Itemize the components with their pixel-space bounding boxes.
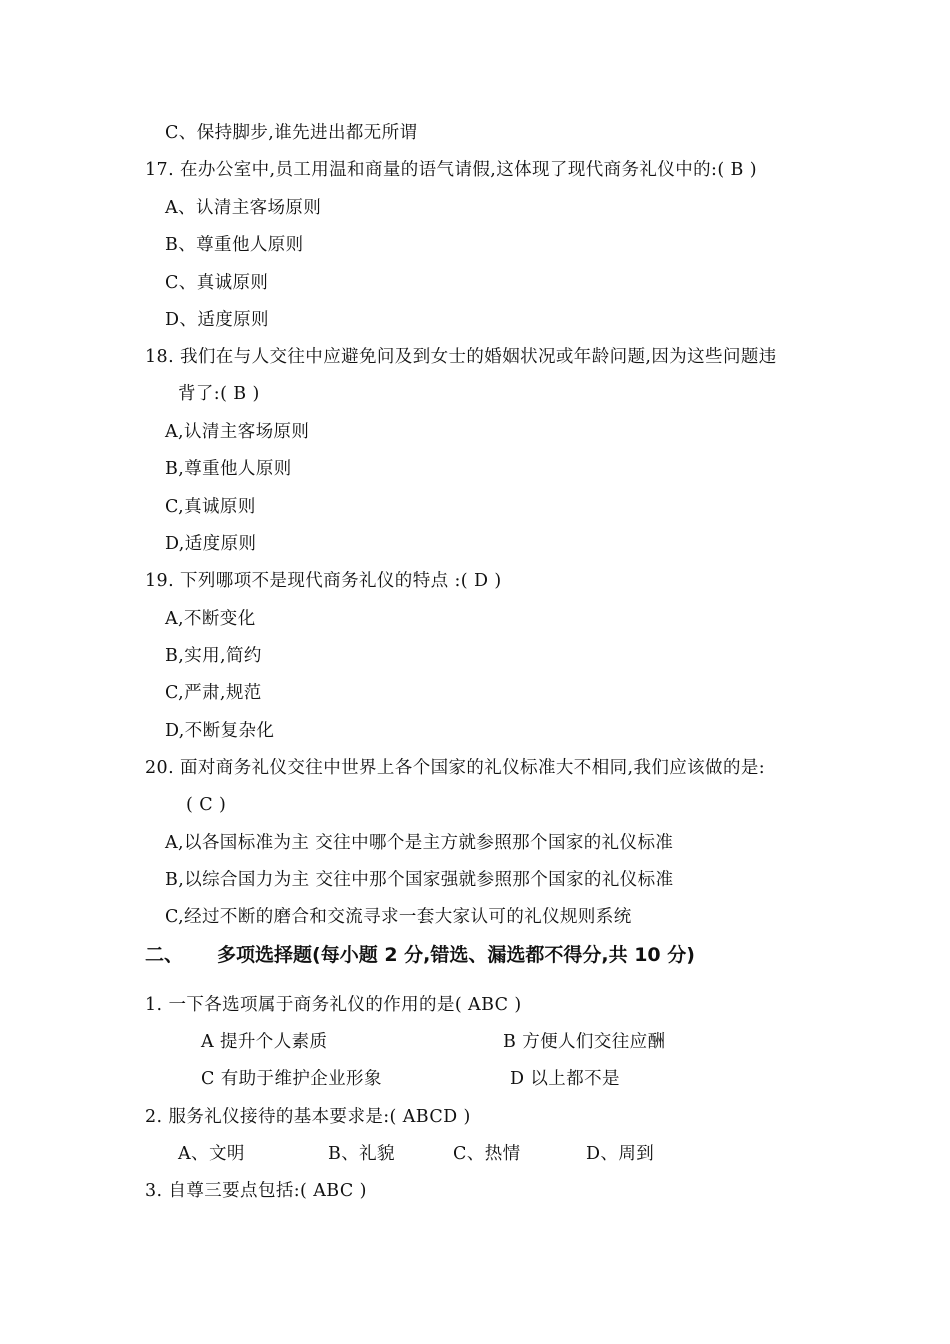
q20-option-a: A,以各国标准为主 交往中哪个是主方就参照那个国家的礼仪标准: [165, 833, 674, 853]
q20-option-b: B,以综合国力为主 交往中那个国家强就参照那个国家的礼仪标准: [165, 870, 674, 890]
m2-option-d: D、周到: [586, 1144, 655, 1164]
q18-option-c: C,真诚原则: [165, 497, 256, 517]
q19-option-a: A,不断变化: [165, 609, 256, 629]
q20-question: 20. 面对商务礼仪交往中世界上各个国家的礼仪标准大不相同,我们应该做的是:: [145, 758, 766, 778]
m1-option-c: C 有助于维护企业形象: [201, 1069, 382, 1089]
q17-option-b: B、尊重他人原则: [165, 235, 304, 255]
q17-question: 17. 在办公室中,员工用温和商量的语气请假,这体现了现代商务礼仪中的:( B ): [145, 160, 757, 180]
q17-option-d: D、适度原则: [165, 310, 269, 330]
m1-question: 1. 一下各选项属于商务礼仪的作用的是( ABC ): [145, 995, 522, 1015]
section-title: 多项选择题(每小题 2 分,错选、漏选都不得分,共 10 分): [217, 944, 695, 966]
m2-option-a: A、文明: [178, 1144, 245, 1164]
section-number: 二、: [145, 944, 184, 966]
q16-option-c: C、保持脚步,谁先进出都无所谓: [165, 123, 418, 143]
q18-question-cont: 背了:( B ): [178, 384, 260, 404]
q19-option-d: D,不断复杂化: [165, 721, 275, 741]
m1-option-d: D 以上都不是: [510, 1069, 620, 1089]
q19-option-c: C,严肃,规范: [165, 683, 262, 703]
q19-question: 19. 下列哪项不是现代商务礼仪的特点 :( D ): [145, 571, 502, 591]
q17-option-c: C、真诚原则: [165, 273, 269, 293]
m3-question: 3. 自尊三要点包括:( ABC ): [145, 1181, 367, 1201]
q20-option-c: C,经过不断的磨合和交流寻求一套大家认可的礼仪规则系统: [165, 907, 632, 927]
q18-option-b: B,尊重他人原则: [165, 459, 292, 479]
m1-option-b: B 方便人们交往应酬: [503, 1032, 666, 1052]
m2-option-c: C、热情: [453, 1144, 521, 1164]
section-heading: [145, 942, 695, 968]
q18-option-a: A,认清主客场原则: [165, 422, 310, 442]
m1-option-a: A 提升个人素质: [201, 1032, 328, 1052]
q18-question: 18. 我们在与人交往中应避免问及到女士的婚姻状况或年龄问题,因为这些问题违: [145, 347, 777, 367]
q17-option-a: A、认清主客场原则: [165, 198, 322, 218]
q19-option-b: B,实用,简约: [165, 646, 262, 666]
q18-option-d: D,适度原则: [165, 534, 257, 554]
m2-option-b: B、礼貌: [328, 1144, 395, 1164]
q20-question-cont: ( C ): [186, 795, 227, 815]
m2-question: 2. 服务礼仪接待的基本要求是:( ABCD ): [145, 1107, 471, 1127]
